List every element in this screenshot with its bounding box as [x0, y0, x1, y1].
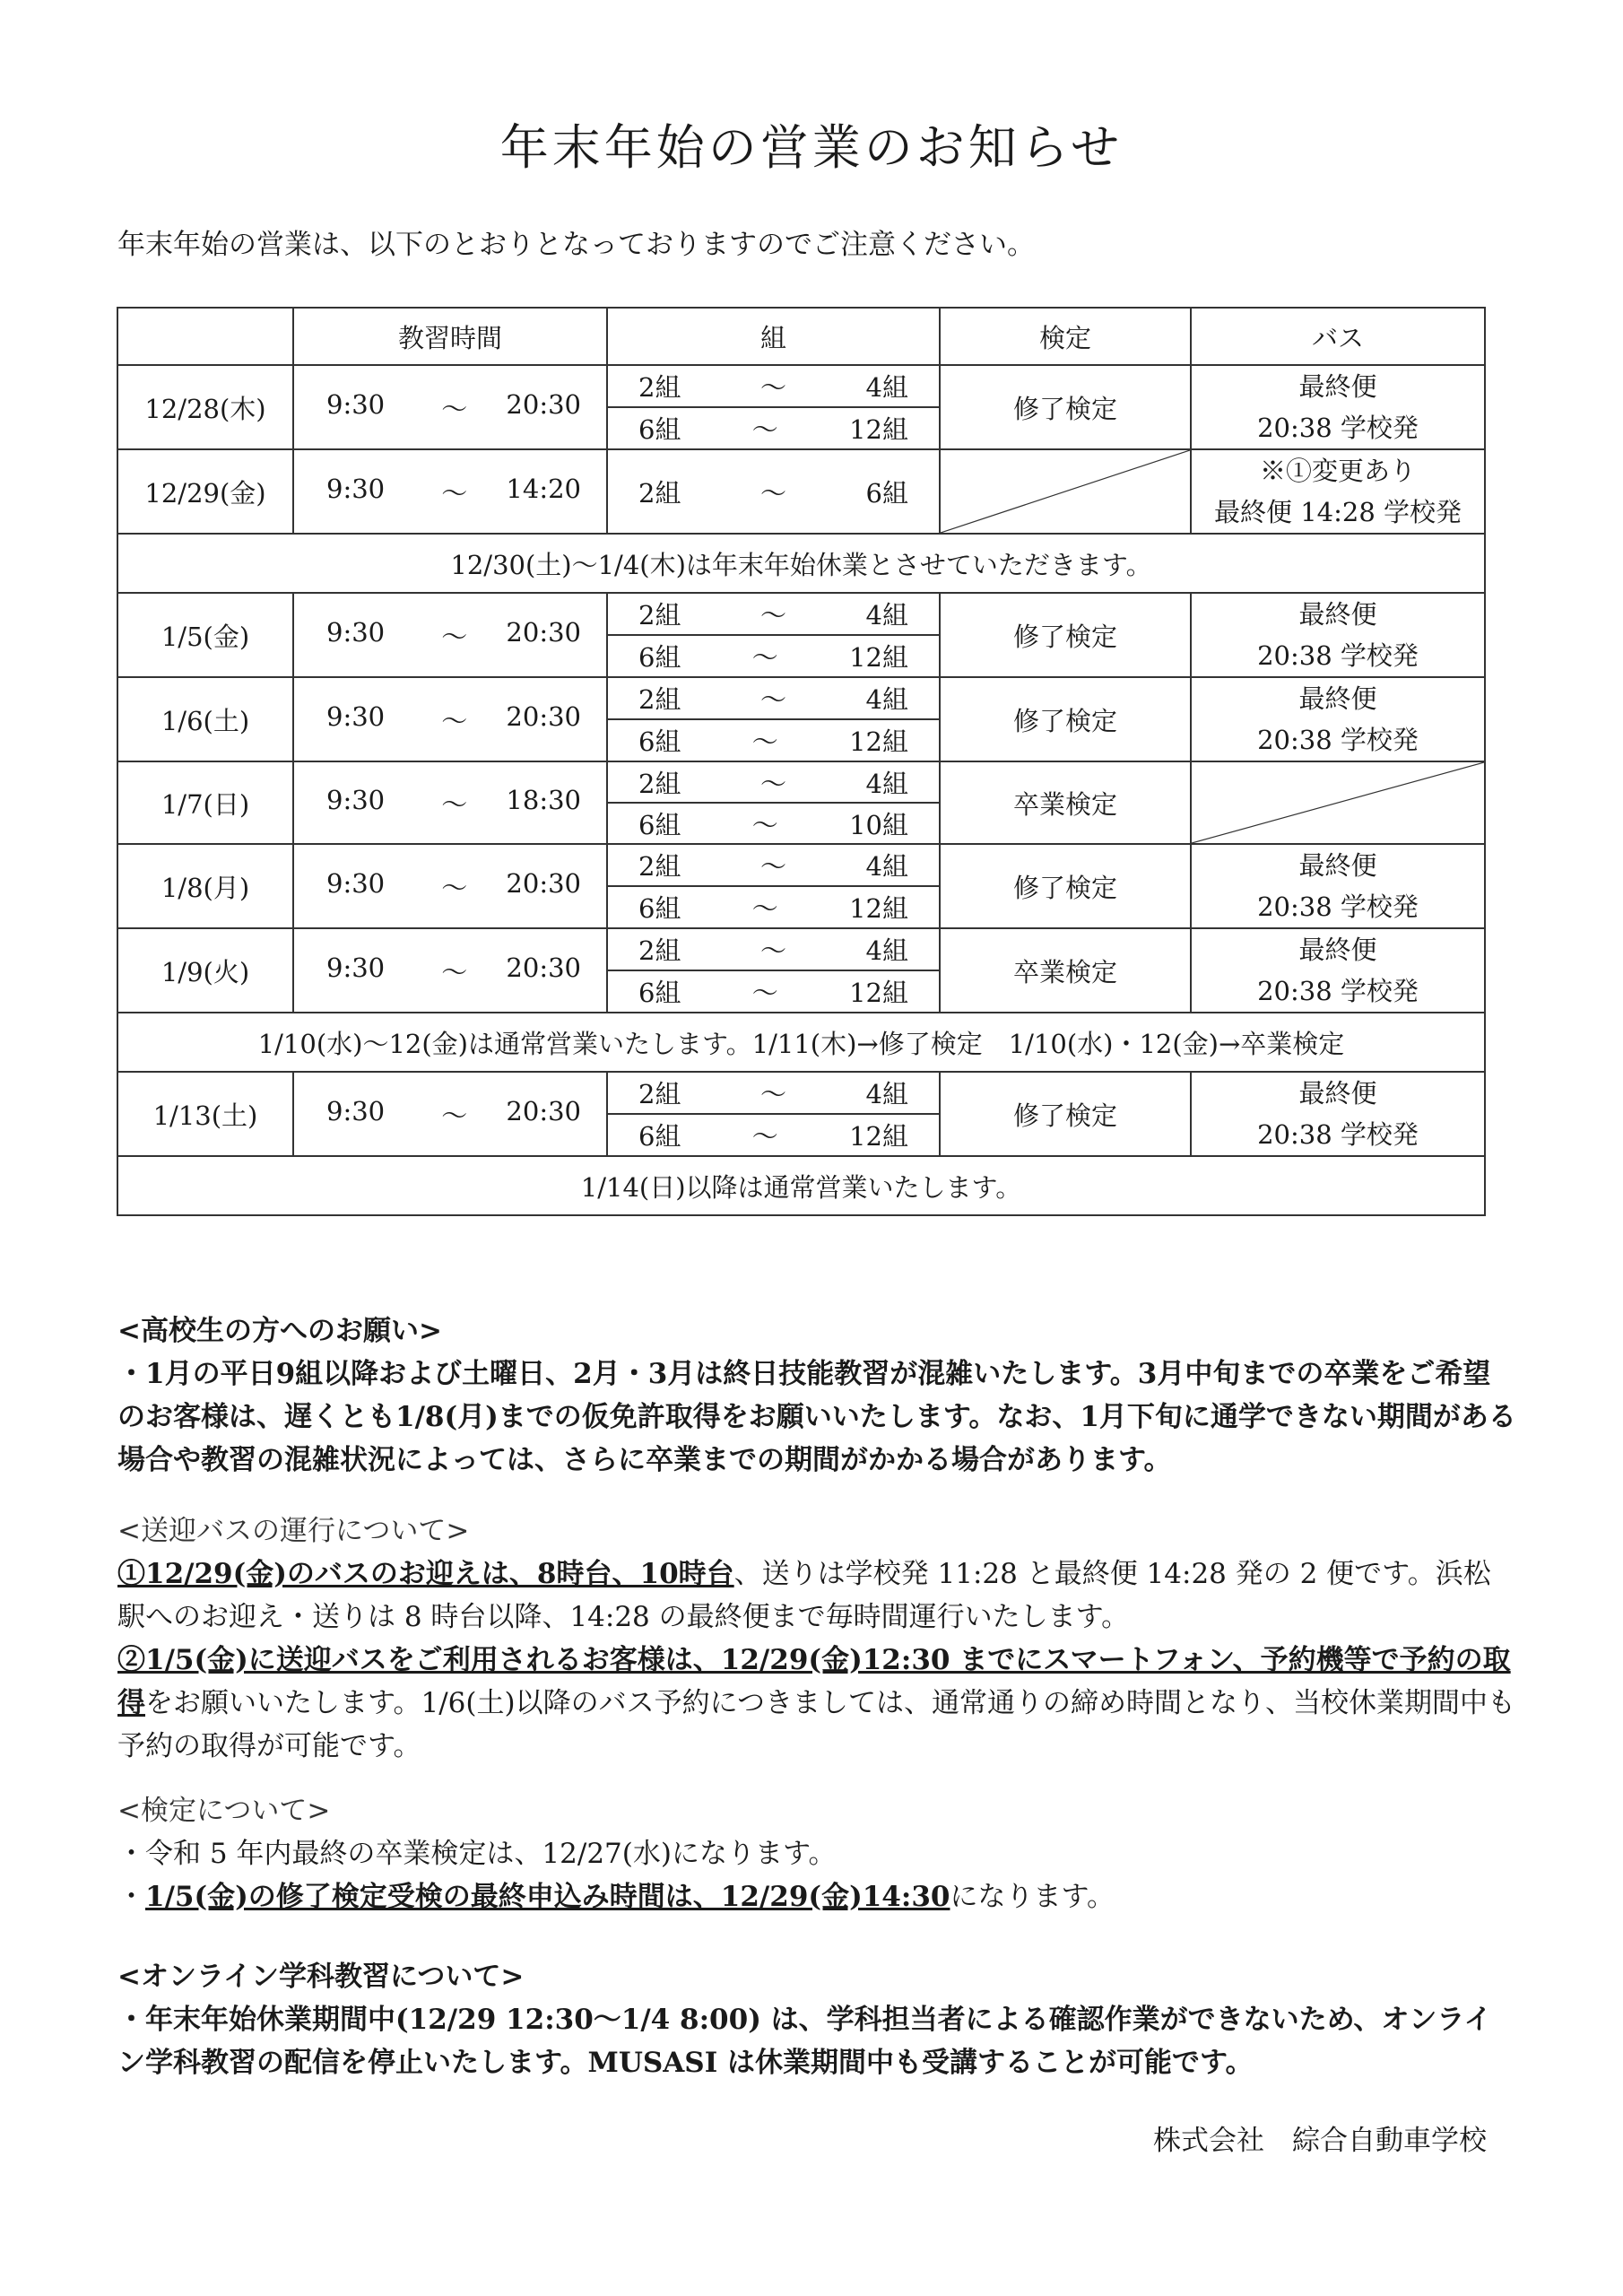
group-to: 12組: [849, 642, 908, 673]
section-heading: <高校生の方へのお願い>: [117, 1315, 442, 1347]
end-time: 20:30: [506, 388, 581, 420]
table-row: [117, 761, 1485, 803]
tilde: ～: [441, 956, 468, 987]
exam-line-1: ・令和 5 年内最終の卒業検定は、12/27(水)になります。: [117, 1838, 837, 1870]
exam-line-2-emphasis: 1/5(金)の修了検定受検の最終申込み時間は、12/29(金)14:30: [145, 1881, 950, 1913]
intro-text: 年末年始の営業は、以下のとおりとなっておりますのでご注意ください。: [117, 229, 1035, 261]
header-cell: 教習時間: [293, 308, 607, 365]
group-to: 4組: [865, 600, 908, 631]
group-cell: [607, 1072, 940, 1114]
group-to: 12組: [849, 1121, 908, 1152]
time-cell: [293, 365, 607, 449]
group-from: 6組: [638, 1121, 681, 1152]
group-from: 6組: [638, 642, 681, 673]
group-from: 6組: [638, 893, 681, 924]
notice-cell: 1/14(日)以降は通常営業いたします。: [117, 1156, 1485, 1215]
kentei-cell: 卒業検定: [940, 928, 1191, 1013]
date-cell: 1/8(月): [117, 844, 293, 928]
bus-line-1: 最終便: [1298, 683, 1377, 714]
bus-cell: [1191, 928, 1485, 1013]
tilde: ～: [759, 851, 786, 882]
bus-cell: [1191, 1072, 1485, 1156]
tilde: ～: [751, 1121, 778, 1152]
group-cell: [607, 719, 940, 761]
start-time: 9:30: [326, 952, 386, 983]
time-cell: [293, 761, 607, 844]
bus-cell: [1191, 844, 1485, 928]
exam-line-2-text: になります。: [950, 1881, 1115, 1913]
table-row: [117, 1013, 1485, 1072]
group-cell: [607, 407, 940, 449]
kentei-cell: 卒業検定: [940, 761, 1191, 844]
date-cell: 1/7(日): [117, 761, 293, 844]
tilde: ～: [751, 726, 778, 757]
table-row: [117, 928, 1485, 970]
section-body: ・1月の平日9組以降および土曜日、2月・3月は終日技能教習が混雑いたします。3月中旬までの卒業をご希望のお客様は、遅くとも1/8(月)までの仮免許取得をお願いいたします。なお、1月下旬に通学できない期間がある場合や教習の混雑状況によっては、さらに卒業までの期間がかかる場合があります。: [117, 1358, 1516, 1476]
start-time: 9:30: [326, 473, 386, 504]
table-row: [117, 844, 1485, 886]
group-cell: [607, 635, 940, 677]
group-to: 12組: [849, 893, 908, 924]
tilde: ～: [441, 393, 468, 424]
end-time: 14:20: [506, 473, 581, 504]
group-from: 2組: [638, 684, 681, 715]
time-cell: [293, 1072, 607, 1156]
start-time: 9:30: [326, 867, 386, 899]
time-cell: [293, 844, 607, 928]
bus-line-1: 最終便: [1298, 371, 1377, 402]
group-cell: [607, 761, 940, 803]
group-to: 4組: [865, 935, 908, 966]
group-to: 4組: [865, 372, 908, 403]
exam-section: [117, 1789, 1516, 1918]
bus-line-2: 20:38 学校発: [1257, 976, 1419, 1006]
group-to: 10組: [849, 809, 908, 840]
date-cell: 1/9(火): [117, 928, 293, 1013]
group-from: 2組: [638, 935, 681, 966]
notice-cell: 1/10(水)～12(金)は通常営業いたします。1/11(木)→修了検定 1/10(水)・12(金)→卒業検定: [117, 1013, 1485, 1072]
kentei-cell: 修了検定: [940, 593, 1191, 677]
tilde: ～: [759, 600, 786, 631]
table-row: [117, 534, 1485, 593]
bus-line-2: 最終便 14:28 学校発: [1213, 497, 1462, 527]
group-from: 2組: [638, 1079, 681, 1109]
time-cell: [293, 449, 607, 534]
group-to: 4組: [865, 1079, 908, 1109]
bus-line-2: 20:38 学校発: [1257, 413, 1419, 443]
group-from: 2組: [638, 600, 681, 631]
end-time: 20:30: [506, 700, 581, 732]
table-row: [117, 677, 1485, 719]
tilde: ～: [441, 1100, 468, 1131]
section-heading: <オンライン学科教習について>: [117, 1961, 525, 1993]
start-time: 9:30: [326, 784, 386, 815]
bus-line-1: ※①変更あり: [1259, 456, 1416, 486]
bus-line-2: 20:38 学校発: [1257, 640, 1419, 671]
section-heading: <検定について>: [117, 1795, 331, 1827]
bus-cell: [1191, 593, 1485, 677]
tilde: ～: [441, 705, 468, 736]
group-from: 2組: [638, 851, 681, 882]
date-cell: 1/6(土): [117, 677, 293, 761]
empty-slash-cell: [940, 449, 1191, 534]
bus-cell: [1191, 677, 1485, 761]
group-cell: [607, 886, 940, 928]
bus-note-1-emphasis: ①12/29(金)のバスのお迎えは、8時台、10時台: [117, 1558, 734, 1590]
table-row: [117, 593, 1485, 635]
online-section: [117, 1955, 1516, 2084]
tilde: ～: [759, 1079, 786, 1109]
tilde: ～: [751, 414, 778, 445]
page-title: 年末年始の営業のお知らせ: [499, 119, 1124, 176]
start-time: 9:30: [326, 700, 386, 732]
tilde: ～: [441, 788, 468, 820]
group-to: 4組: [865, 851, 908, 882]
school-name: 株式会社 綜合自動車学校: [1153, 2125, 1487, 2157]
group-cell: [607, 1114, 940, 1156]
group-cell: [607, 928, 940, 970]
tilde: ～: [751, 642, 778, 673]
bus-line-1: 最終便: [1298, 1078, 1377, 1109]
time-cell: [293, 928, 607, 1013]
empty-slash-cell: [1191, 761, 1485, 844]
bus-line-2: 20:38 学校発: [1257, 1119, 1419, 1150]
tilde: ～: [759, 372, 786, 403]
start-time: 9:30: [326, 616, 386, 648]
group-to: 4組: [865, 684, 908, 715]
kentei-cell: 修了検定: [940, 677, 1191, 761]
date-cell: 12/28(木): [117, 365, 293, 449]
tilde: ～: [751, 978, 778, 1008]
tilde: ～: [759, 477, 786, 509]
table-row: [117, 449, 1485, 534]
group-from: 2組: [638, 768, 681, 799]
bus-note-2-text: をお願いいたします。1/6(土)以降のバス予約につきましては、通常通りの締め時間となり、当校休業期間中も予約の取得が可能です。: [117, 1687, 1515, 1762]
kentei-cell: 修了検定: [940, 844, 1191, 928]
group-from: 6組: [638, 726, 681, 757]
table-row: [117, 365, 1485, 407]
tilde: ～: [751, 809, 778, 840]
header-cell: 検定: [940, 308, 1191, 365]
tilde: ～: [759, 768, 786, 799]
notice-cell: 12/30(土)～1/4(木)は年末年始休業とさせていただきます。: [117, 534, 1485, 593]
group-cell: [607, 844, 940, 886]
bus-cell: [1191, 449, 1485, 534]
table-row: [117, 1072, 1485, 1114]
end-time: 20:30: [506, 952, 581, 983]
end-time: 20:30: [506, 1095, 581, 1126]
tilde: ～: [759, 935, 786, 966]
group-cell: [607, 803, 940, 844]
section-heading: <送迎バスの運行について>: [117, 1515, 470, 1547]
time-cell: [293, 593, 607, 677]
group-from: 2組: [638, 477, 681, 509]
bus-line-1: 最終便: [1298, 850, 1377, 881]
highschool-section: [117, 1309, 1516, 1482]
date-cell: 1/13(土): [117, 1072, 293, 1156]
bus-note-2-emphasis: ②1/5(金)に送迎バスをご利用されるお客様は、12/29(金)12:30 までにスマートフォン、予約機等で予約の取得: [117, 1644, 1511, 1719]
tilde: ～: [441, 872, 468, 903]
bus-line-2: 20:38 学校発: [1257, 891, 1419, 922]
kentei-cell: 修了検定: [940, 1072, 1191, 1156]
header-cell: バス: [1191, 308, 1485, 365]
bus-section: [117, 1509, 1516, 1768]
start-time: 9:30: [326, 1095, 386, 1126]
date-cell: 1/5(金): [117, 593, 293, 677]
exam-line-2-prefix: ・: [117, 1881, 145, 1913]
group-from: 6組: [638, 414, 681, 445]
bus-note-1-text: 、送りは学校発 11:28 と最終便 14:28 発の 2 便です。浜松駅へのお迎え・送りは 8 時台以降、14:28 の最終便まで毎時間運行いたします。: [117, 1558, 1491, 1633]
tilde: ～: [441, 477, 468, 509]
bus-line-1: 最終便: [1298, 599, 1377, 630]
group-to: 12組: [849, 414, 908, 445]
end-time: 20:30: [506, 616, 581, 648]
bus-line-1: 最終便: [1298, 935, 1377, 965]
header-cell: [117, 308, 293, 365]
date-cell: 12/29(金): [117, 449, 293, 534]
group-from: 2組: [638, 372, 681, 403]
kentei-cell: 修了検定: [940, 365, 1191, 449]
bus-line-2: 20:38 学校発: [1257, 725, 1419, 755]
group-cell: [607, 449, 940, 534]
end-time: 20:30: [506, 867, 581, 899]
end-time: 18:30: [506, 784, 581, 815]
time-cell: [293, 677, 607, 761]
schedule-table: [117, 307, 1486, 1216]
group-cell: [607, 365, 940, 407]
start-time: 9:30: [326, 388, 386, 420]
tilde: ～: [759, 684, 786, 715]
group-cell: [607, 970, 940, 1013]
group-to: 12組: [849, 726, 908, 757]
group-cell: [607, 593, 940, 635]
group-to: 4組: [865, 768, 908, 799]
group-from: 6組: [638, 978, 681, 1008]
tilde: ～: [751, 893, 778, 924]
table-header-row: [117, 308, 1485, 365]
group-to: 12組: [849, 978, 908, 1008]
section-body: ・年末年始休業期間中(12/29 12:30～1/4 8:00) は、学科担当者による確認作業ができないため、オンライン学科教習の配信を停止いたします。MUSASI は休業期間中も受講することが可能です。: [117, 2004, 1492, 2079]
group-to: 6組: [865, 477, 908, 509]
bus-cell: [1191, 365, 1485, 449]
header-cell: 組: [607, 308, 940, 365]
group-from: 6組: [638, 809, 681, 840]
table-row: [117, 1156, 1485, 1215]
tilde: ～: [441, 621, 468, 652]
group-cell: [607, 677, 940, 719]
